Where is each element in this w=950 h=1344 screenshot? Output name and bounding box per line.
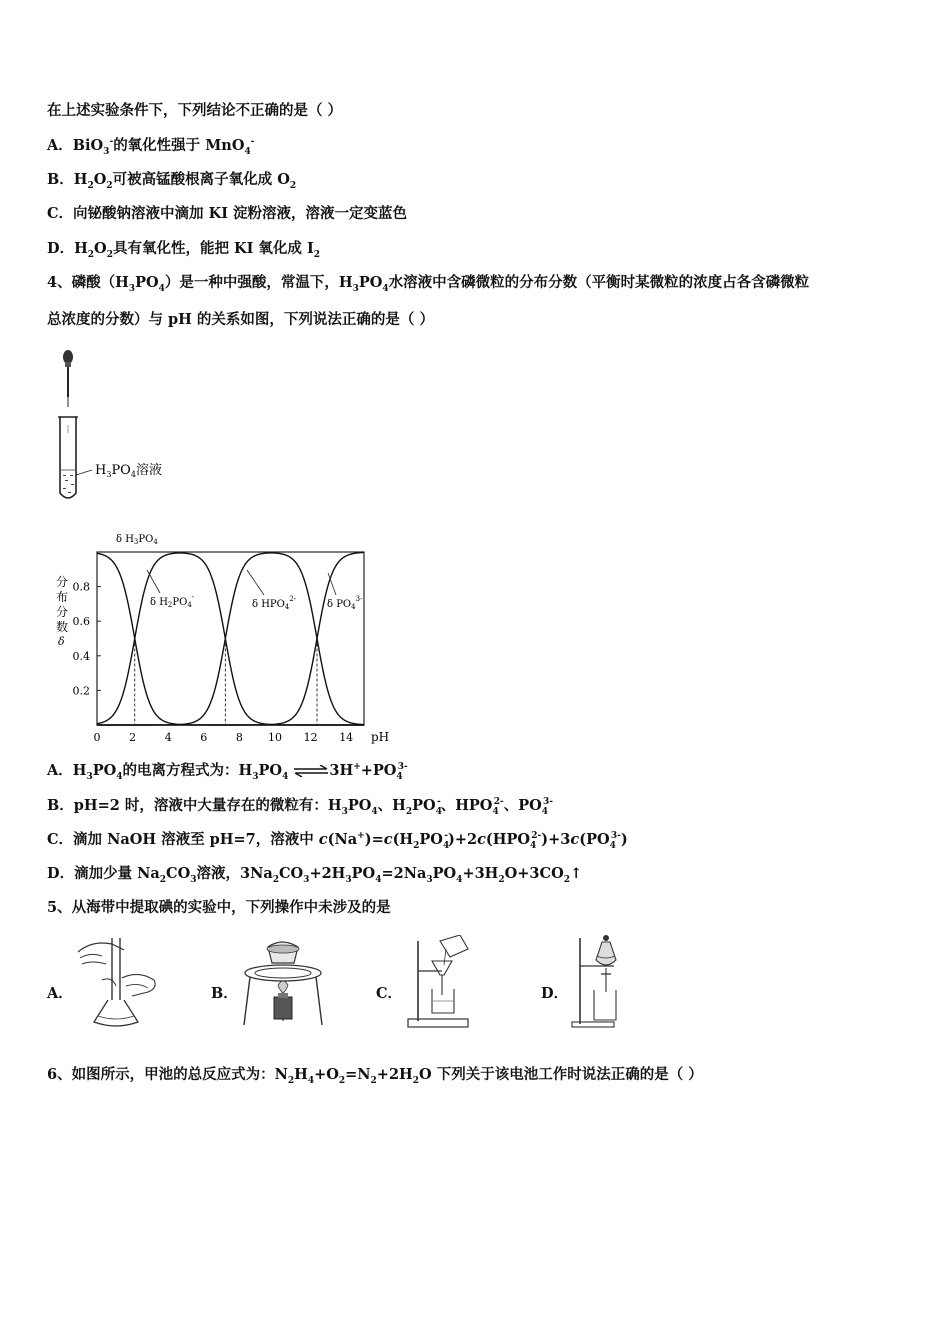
sub: 4 xyxy=(530,841,537,851)
text: O+3CO xyxy=(504,865,564,882)
text: PO xyxy=(92,762,117,779)
sub: 2 xyxy=(412,1076,420,1086)
x-axis-label: pH xyxy=(371,730,390,744)
text: PO xyxy=(135,274,159,291)
y-axis-label-char: 分 xyxy=(56,575,69,589)
sub: 3 xyxy=(86,772,93,782)
text: PO xyxy=(258,762,283,779)
sub: 2 xyxy=(413,841,420,851)
y-axis-label-char: 分 xyxy=(56,605,69,619)
text: O 下列关于该电池工作时说法正确的是（ ） xyxy=(419,1066,703,1083)
y-tick-label: 0.6 xyxy=(72,615,90,629)
q3-option-b[interactable] xyxy=(47,170,296,192)
text: PO xyxy=(351,865,376,882)
sup: 2- xyxy=(493,797,504,807)
sub: 3 xyxy=(252,772,259,782)
sub: 2 xyxy=(87,250,95,260)
series-curve xyxy=(97,553,364,725)
option-label: C． xyxy=(47,831,74,848)
text: (H xyxy=(392,831,414,848)
distribution-chart xyxy=(42,525,402,750)
text: ）是一种中强酸，常温下，H xyxy=(164,274,353,291)
x-tick-label: 8 xyxy=(235,731,243,744)
x-tick-label: 2 xyxy=(129,731,137,744)
text: )+3 xyxy=(541,831,571,848)
sup: - xyxy=(250,137,255,147)
sup: 3- xyxy=(610,831,621,841)
text: +3H xyxy=(462,865,499,882)
label-leader xyxy=(247,570,264,595)
q3-option-d[interactable] xyxy=(47,239,320,261)
sub: 2 xyxy=(289,181,297,191)
text: 滴加少量 Na xyxy=(74,865,160,882)
y-axis-label xyxy=(56,574,68,648)
x-tick-label: 12 xyxy=(303,731,318,744)
q5-option-b-label[interactable]: B． xyxy=(211,985,238,1002)
text: 3H xyxy=(329,762,354,779)
series-curve xyxy=(97,552,364,725)
sub: 3 xyxy=(341,807,348,817)
sub: 2 xyxy=(287,1076,295,1086)
series-label: δ $PO_4^{3-}$ xyxy=(327,595,363,611)
sub: 4 xyxy=(442,841,450,851)
sup: - xyxy=(444,831,448,841)
q5-option-a-label[interactable]: A． xyxy=(47,985,73,1002)
sub: 2 xyxy=(313,250,321,260)
q3-option-c[interactable] xyxy=(47,204,407,224)
sup: 2- xyxy=(531,831,542,841)
text: +PO xyxy=(360,762,397,779)
plot-frame xyxy=(97,552,364,725)
sub: 3 xyxy=(426,875,433,885)
option-label: B． xyxy=(47,797,74,814)
series-curve xyxy=(97,553,364,725)
sup: - xyxy=(109,137,114,147)
text: CO xyxy=(166,865,191,882)
dropper-icon xyxy=(63,350,73,407)
text: )= xyxy=(364,831,384,848)
text: H xyxy=(73,171,88,188)
text: 向铋酸钠溶液中滴加 KI 淀粉溶液，溶液一定变蓝色 xyxy=(73,205,408,222)
dropper-test-tube-figure xyxy=(50,345,190,510)
filtration-icon[interactable] xyxy=(404,935,474,1030)
text: 的电离方程式为：H xyxy=(122,762,253,779)
x-tick-label: 14 xyxy=(339,731,354,744)
q3-option-a[interactable] xyxy=(47,136,254,158)
option-label: D． xyxy=(47,865,75,882)
text: 溶液，3Na xyxy=(196,865,273,882)
text: 水溶液中含磷微粒的分布分数（平衡时某微粒的浓度占各含磷微粒 xyxy=(388,274,810,291)
text: c xyxy=(318,831,328,848)
text: 6、如图所示，甲池的总反应式为：N xyxy=(47,1066,288,1083)
sup: + xyxy=(357,831,365,841)
text: (Na xyxy=(327,831,358,848)
text: PO xyxy=(347,797,372,814)
sub: 4 xyxy=(492,807,499,817)
sub: 3 xyxy=(352,284,359,294)
text: =2Na xyxy=(381,865,427,882)
sub: 2 xyxy=(272,875,279,885)
sup: 3- xyxy=(397,762,408,772)
text: 可被高锰酸根离子氧化成 O xyxy=(112,171,290,188)
y-tick-label: 0.2 xyxy=(72,684,90,698)
sub: 4 xyxy=(456,875,463,885)
tube-label: $H_3PO_4$溶液 xyxy=(95,463,162,479)
q4-stem-line1 xyxy=(47,273,809,295)
crucible-heating-icon[interactable] xyxy=(236,933,331,1028)
q5-option-d-label[interactable]: D． xyxy=(541,985,569,1002)
label-leader xyxy=(147,570,160,593)
sub: 4 xyxy=(435,807,442,817)
text: PO xyxy=(358,274,383,291)
sub: 4 xyxy=(609,841,616,851)
q4-stem-line2: 总浓度的分数）与 pH 的关系如图，下列说法正确的是（ ） xyxy=(47,311,434,328)
y-tick-label: 0.8 xyxy=(72,580,90,594)
sub: 3 xyxy=(303,875,310,885)
sub: 4 xyxy=(541,807,549,817)
text: ) xyxy=(620,831,628,848)
text: pH=2 时，溶液中大量存在的微粒有：H xyxy=(73,797,342,814)
sub: 2 xyxy=(563,875,570,885)
text: 滴加 NaOH 溶液至 pH=7，溶液中 xyxy=(73,831,319,848)
sub: 4 xyxy=(158,284,165,294)
sub: 4 xyxy=(382,284,389,294)
q4-option-b[interactable] xyxy=(47,796,553,818)
sub: 3 xyxy=(345,875,352,885)
shaking-flask-icon[interactable] xyxy=(72,930,164,1030)
text: c xyxy=(477,831,486,848)
text: PO xyxy=(412,797,436,814)
series-curve xyxy=(97,553,364,725)
x-tick-label: 10 xyxy=(268,731,282,744)
text: +O xyxy=(314,1066,339,1083)
x-tick-label: 4 xyxy=(164,731,172,744)
text: ↑ xyxy=(569,865,583,882)
sup: 3- xyxy=(543,797,554,807)
option-label: A． xyxy=(47,762,73,779)
y-axis-label-char: 布 xyxy=(56,590,69,604)
q3-stem: 在上述实验条件下，下列结论不正确的是（ ） xyxy=(47,102,343,119)
text: 、HPO xyxy=(440,797,493,814)
q5-option-c-label[interactable]: C． xyxy=(376,985,403,1002)
text: 、H xyxy=(377,797,406,814)
series-label: δ $HPO_4^{2-}$ xyxy=(252,595,297,611)
sub: 3 xyxy=(103,147,110,157)
q4-option-a[interactable] xyxy=(47,761,408,783)
text: c xyxy=(570,831,580,848)
text: H xyxy=(294,1066,308,1083)
text: +2H xyxy=(309,865,346,882)
sub: 3 xyxy=(190,875,197,885)
separatory-funnel-icon[interactable] xyxy=(568,930,628,1028)
option-label: D． xyxy=(47,240,75,257)
x-tick-label: 6 xyxy=(200,731,208,744)
sub: 2 xyxy=(370,1076,377,1086)
q4-option-d[interactable] xyxy=(47,864,582,886)
text: (HPO xyxy=(485,831,531,848)
series-label: δ $H_2PO_4^-$ xyxy=(150,593,195,609)
text: BiO xyxy=(72,137,104,154)
sub: 4 xyxy=(244,147,251,157)
sub: 2 xyxy=(498,875,505,885)
sup: + xyxy=(353,762,361,772)
text: H xyxy=(74,240,88,257)
text: O xyxy=(94,240,107,257)
text: (PO xyxy=(579,831,610,848)
sub: 4 xyxy=(282,772,289,782)
sub: 4 xyxy=(375,875,382,885)
q5-stem: 5、从海带中提取碘的实验中，下列操作中未涉及的是 xyxy=(47,899,391,916)
sub: 2 xyxy=(159,875,167,885)
text: H xyxy=(72,762,87,779)
series-label: δ $H_3PO_4$ xyxy=(116,534,158,546)
sup: - xyxy=(436,797,441,807)
x-tick-label: 0 xyxy=(93,731,101,744)
option-label: A． xyxy=(47,137,73,154)
sub: 2 xyxy=(405,807,413,817)
text: 4、磷酸（H xyxy=(47,274,129,291)
text: 具有氧化性，能把 KI 氧化成 I xyxy=(112,240,314,257)
y-axis-label-char: δ xyxy=(58,635,65,648)
sub: 4 xyxy=(396,772,403,782)
option-label: C． xyxy=(47,205,74,222)
text: PO xyxy=(419,831,443,848)
sub: 2 xyxy=(87,181,94,191)
sub: 2 xyxy=(106,181,113,191)
text: +2H xyxy=(376,1066,413,1083)
text: PO xyxy=(432,865,457,882)
y-tick-label: 0.4 xyxy=(72,649,90,663)
test-tube-icon xyxy=(58,417,92,498)
sub: 3 xyxy=(128,284,136,294)
text: =N xyxy=(345,1066,371,1083)
q6-stem xyxy=(47,1065,703,1087)
text: 、PO xyxy=(503,797,542,814)
option-label: B． xyxy=(47,171,74,188)
equilibrium-arrow-icon xyxy=(293,765,329,777)
text: c xyxy=(383,831,393,848)
text: )+2 xyxy=(447,831,478,848)
q4-option-c[interactable] xyxy=(47,830,628,852)
sub: 4 xyxy=(371,807,378,817)
sub: 4 xyxy=(307,1076,315,1086)
sub: 4 xyxy=(116,772,123,782)
text: O xyxy=(93,171,107,188)
sub: 2 xyxy=(106,250,113,260)
sub: 2 xyxy=(338,1076,346,1086)
text: CO xyxy=(279,865,304,882)
y-axis-label-char: 数 xyxy=(56,620,69,634)
text: 的氧化性强于 MnO xyxy=(113,137,245,154)
